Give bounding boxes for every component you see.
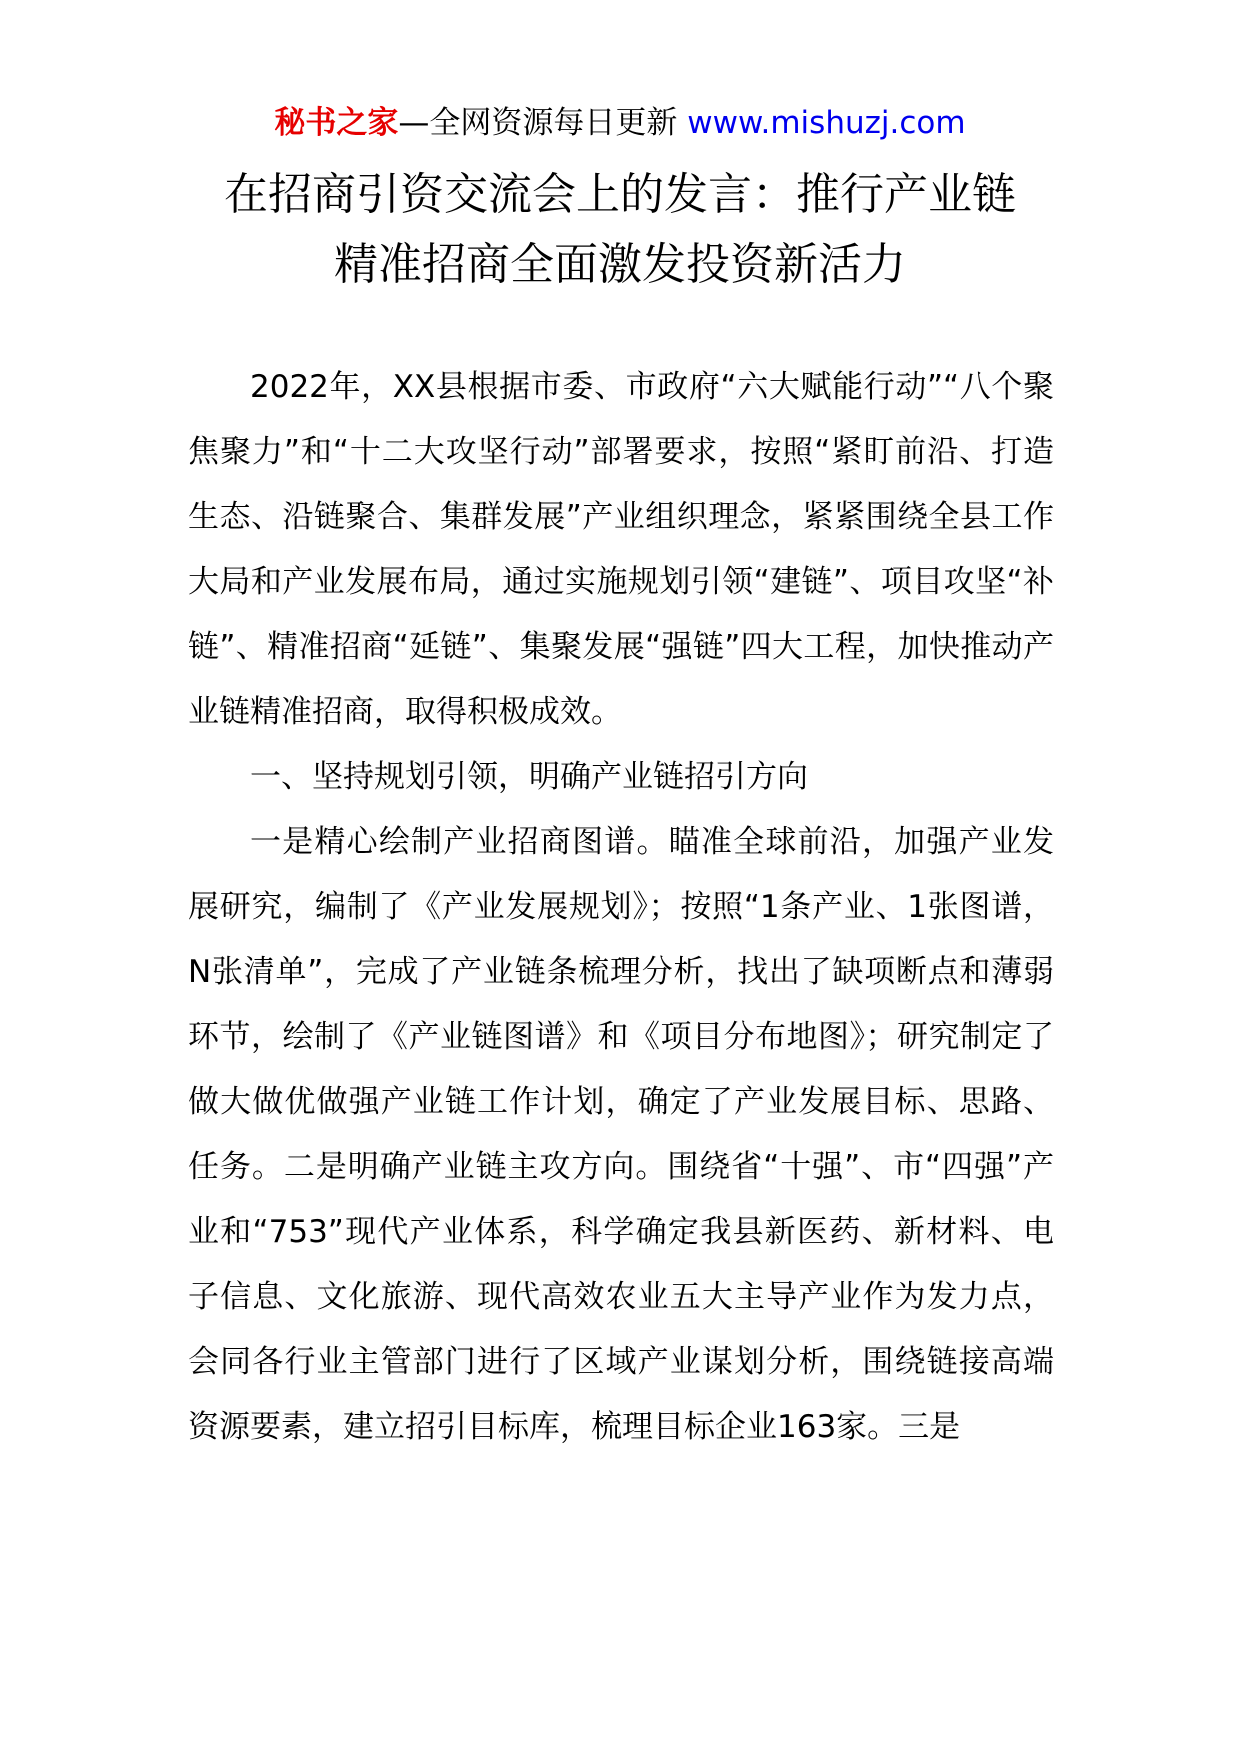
intro-paragraph: 2022年，XX县根据市委、市政府“六大赋能行动”“八个聚焦聚力”和“十二大攻坚行动”部署要求，按照“紧盯前沿、打造生态、沿链聚合、集群发展”产业组织理念，紧紧围绕全县工作大局和产业发展布局，通过实施规划引领“建链”、项目攻坚“补链”、精准招商“延链”、集聚发展“强链”四大工程，加快推动产业链精准招商，取得积极成效。 <box>188 369 1054 730</box>
section-heading: 一、坚持规划引领，明确产业链招引方向 <box>250 759 808 795</box>
title-line-1: 在招商引资交流会上的发言：推行产业链 <box>224 169 1016 220</box>
document-body <box>188 355 1054 1460</box>
brand-name: 秘书之家 <box>274 105 399 141</box>
body-paragraph: 一是精心绘制产业招商图谱。瞄准全球前沿，加强产业发展研究，编制了《产业发展规划》；按照“1条产业、1张图谱，N张清单”，完成了产业链条梳理分析，找出了缺项断点和薄弱环节，绘制了《产业链图谱》和《项目分布地图》；研究制定了做大做优做强产业链工作计划，确定了产业发展目标、思路、任务。二是明确产业链主攻方向。围绕省“十强”、市“四强”产业和“753”现代产业体系，科学确定我县新医药、新材料、电子信息、文化旅游、现代高效农业五大主导产业作为发力点，会同各行业主管部门进行了区域产业谋划分析，围绕链接高端资源要素，建立招引目标库，梳理目标企业163家。三是 <box>188 824 1054 1445</box>
title-line-2: 精准招商全面激发投资新活力 <box>334 239 906 290</box>
document-title <box>0 160 1240 300</box>
site-header <box>0 100 1240 146</box>
site-url: www.mishuzj.com <box>687 105 966 141</box>
header-tagline: —全网资源每日更新 <box>398 105 688 141</box>
